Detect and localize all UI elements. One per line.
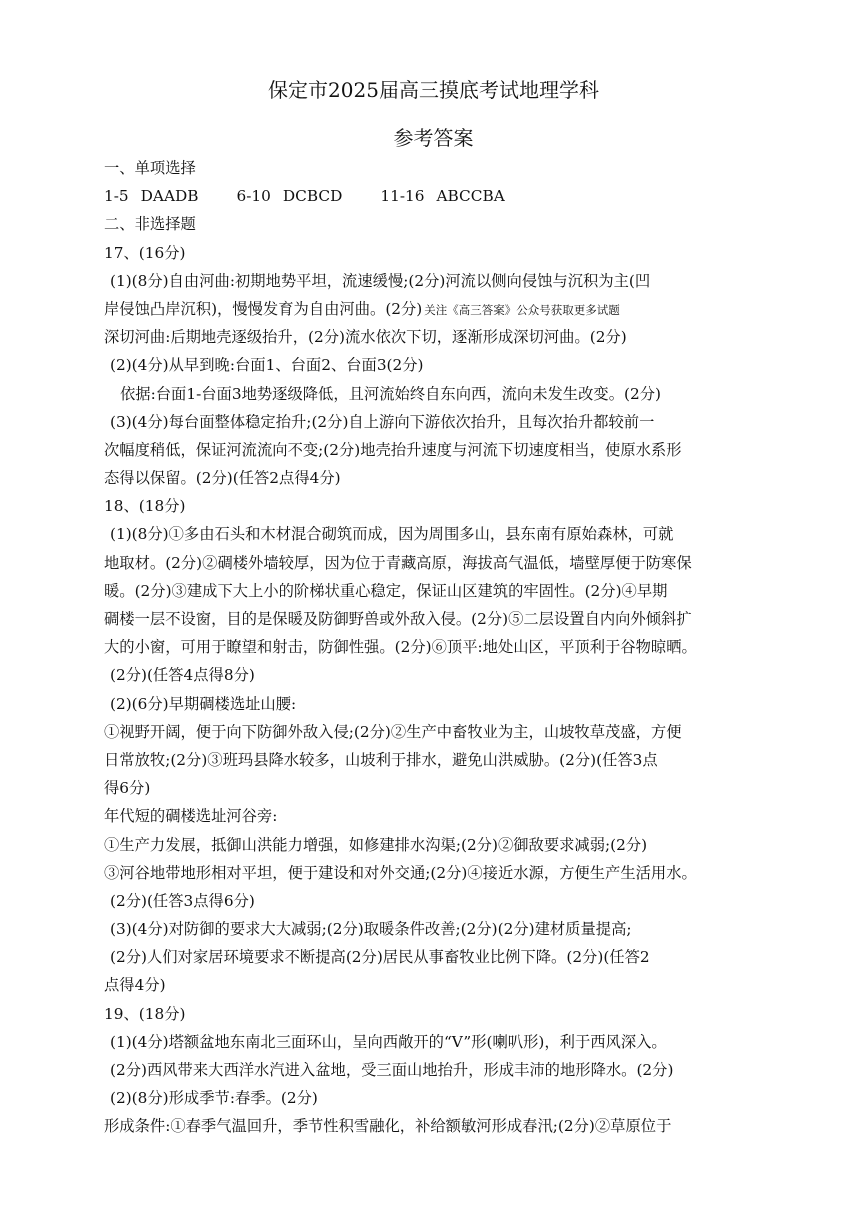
- text-line: 大的小窗，可用于瞭望和射击，防御性强。(2分)⑥顶平:地处山区，平顶利于谷物晾晒。: [104, 638, 697, 657]
- text-line: 次幅度稍低，保证河流流向不变;(2分)地壳抬升速度与河流下切速度相当，使原水系形: [104, 440, 682, 459]
- text-line: (2分)西风带来大西洋水汽进入盆地，受三面山地抬升，形成丰沛的地形降水。(2分): [110, 1061, 674, 1079]
- text-line: 点得4分): [104, 976, 166, 995]
- text-line: 碉楼一层不设窗，目的是保暖及防御野兽或外敌入侵。(2分)⑤二层设置自内向外倾斜扩: [104, 610, 692, 628]
- answer-range: 11-16: [380, 187, 425, 206]
- document-title: 保定市2025届高三摸底考试地理学科: [268, 78, 599, 102]
- text-line: 依据:台面1-台面3地势逐级降低，且河流始终自东向西，流向未发生改变。(2分): [120, 384, 661, 403]
- answer-key: ABCCBA: [436, 187, 505, 206]
- answer-key: DAADB: [140, 187, 199, 206]
- text-line: 形成条件:①春季气温回升，季节性积雪融化，补给额敏河形成春汛;(2分)②草原位于: [104, 1117, 672, 1136]
- text-line: 年代短的碉楼选址河谷旁:: [104, 807, 278, 826]
- question-heading: 17、(16分): [104, 243, 186, 262]
- text-line: (1)(8分)①多由石头和木材混合砌筑而成，因为周围多山，县东南有原始森林，可就: [110, 525, 674, 544]
- question-heading: 19、(18分): [104, 1004, 186, 1023]
- text-line: (2)(8分)形成季节:春季。(2分): [110, 1089, 318, 1108]
- text-line: [104, 295, 804, 323]
- text-line: (2分)(任答4点得8分): [110, 666, 255, 685]
- answer-key: DCBCD: [282, 187, 343, 206]
- text-line: (1)(8分)自由河曲:初期地势平坦，流速缓慢;(2分)河流以侧向侵蚀与沉积为主(凹: [110, 271, 651, 290]
- document-subtitle: 参考答案: [393, 126, 474, 150]
- text-line: 日常放牧;(2分)③班玛县降水较多，山坡利于排水，避免山洪威胁。(2分)(任答3点: [104, 750, 658, 769]
- promo-note: 关注《高三答案》公众号获取更多试题: [424, 302, 620, 317]
- text-line: 暖。(2分)③建成下大上小的阶梯状重心稳定，保证山区建筑的牢固性。(2分)④早期: [104, 581, 668, 600]
- answer-body: [104, 154, 804, 1141]
- section-heading: 二、非选择题: [104, 215, 196, 234]
- text-line: ①视野开阔，便于向下防御外敌入侵;(2分)②生产中畜牧业为主，山坡牧草茂盛，方便: [104, 722, 682, 741]
- text-line: 深切河曲:后期地壳逐级抬升，(2分)流水依次下切，逐渐形成深切河曲。(2分): [104, 328, 627, 347]
- text-line: ①生产力发展，抵御山洪能力增强，如修建排水沟渠;(2分)②御敌要求减弱;(2分): [104, 835, 648, 854]
- text-line: ③河谷地带地形相对平坦，便于建设和对外交通;(2分)④接近水源，方便生产生活用水。: [104, 863, 697, 882]
- text-line: (3)(4分)每台面整体稳定抬升;(2分)自上游向下游依次抬升，且每次抬升都较前一: [110, 412, 655, 431]
- choice-answers-row: [104, 182, 804, 210]
- text-line: (2分)(任答3点得6分): [110, 891, 255, 910]
- text-line: 地取材。(2分)②碉楼外墙较厚，因为位于青藏高原，海拔高气温低，墙壁厚便于防寒保: [104, 553, 692, 572]
- answer-range: 6-10: [236, 187, 271, 206]
- text-line: (1)(4分)塔额盆地东南北三面环山，呈向西敞开的“V”形(喇叭形)，利于西风深入。: [110, 1032, 667, 1051]
- answer-range: 1-5: [104, 187, 129, 206]
- section-heading: 一、单项选择: [104, 159, 196, 177]
- text-line: (2)(4分)从早到晚:台面1、台面2、台面3(2分): [110, 356, 424, 375]
- text-line: (2分)人们对家居环境要求不断提高(2分)居民从事畜牧业比例下降。(2分)(任答2: [110, 948, 650, 967]
- text-line-content: 岸侵蚀凸岸沉积)，慢慢发育为自由河曲。(2分): [104, 299, 423, 318]
- text-line: (3)(4分)对防御的要求大大减弱;(2分)取暖条件改善;(2分)(2分)建材质量提高;: [110, 920, 632, 939]
- text-line: 态得以保留。(2分)(任答2点得4分): [104, 469, 341, 488]
- question-heading: 18、(18分): [104, 497, 186, 516]
- text-line: 得6分): [104, 779, 151, 798]
- text-line: (2)(6分)早期碉楼选址山腰:: [110, 694, 297, 713]
